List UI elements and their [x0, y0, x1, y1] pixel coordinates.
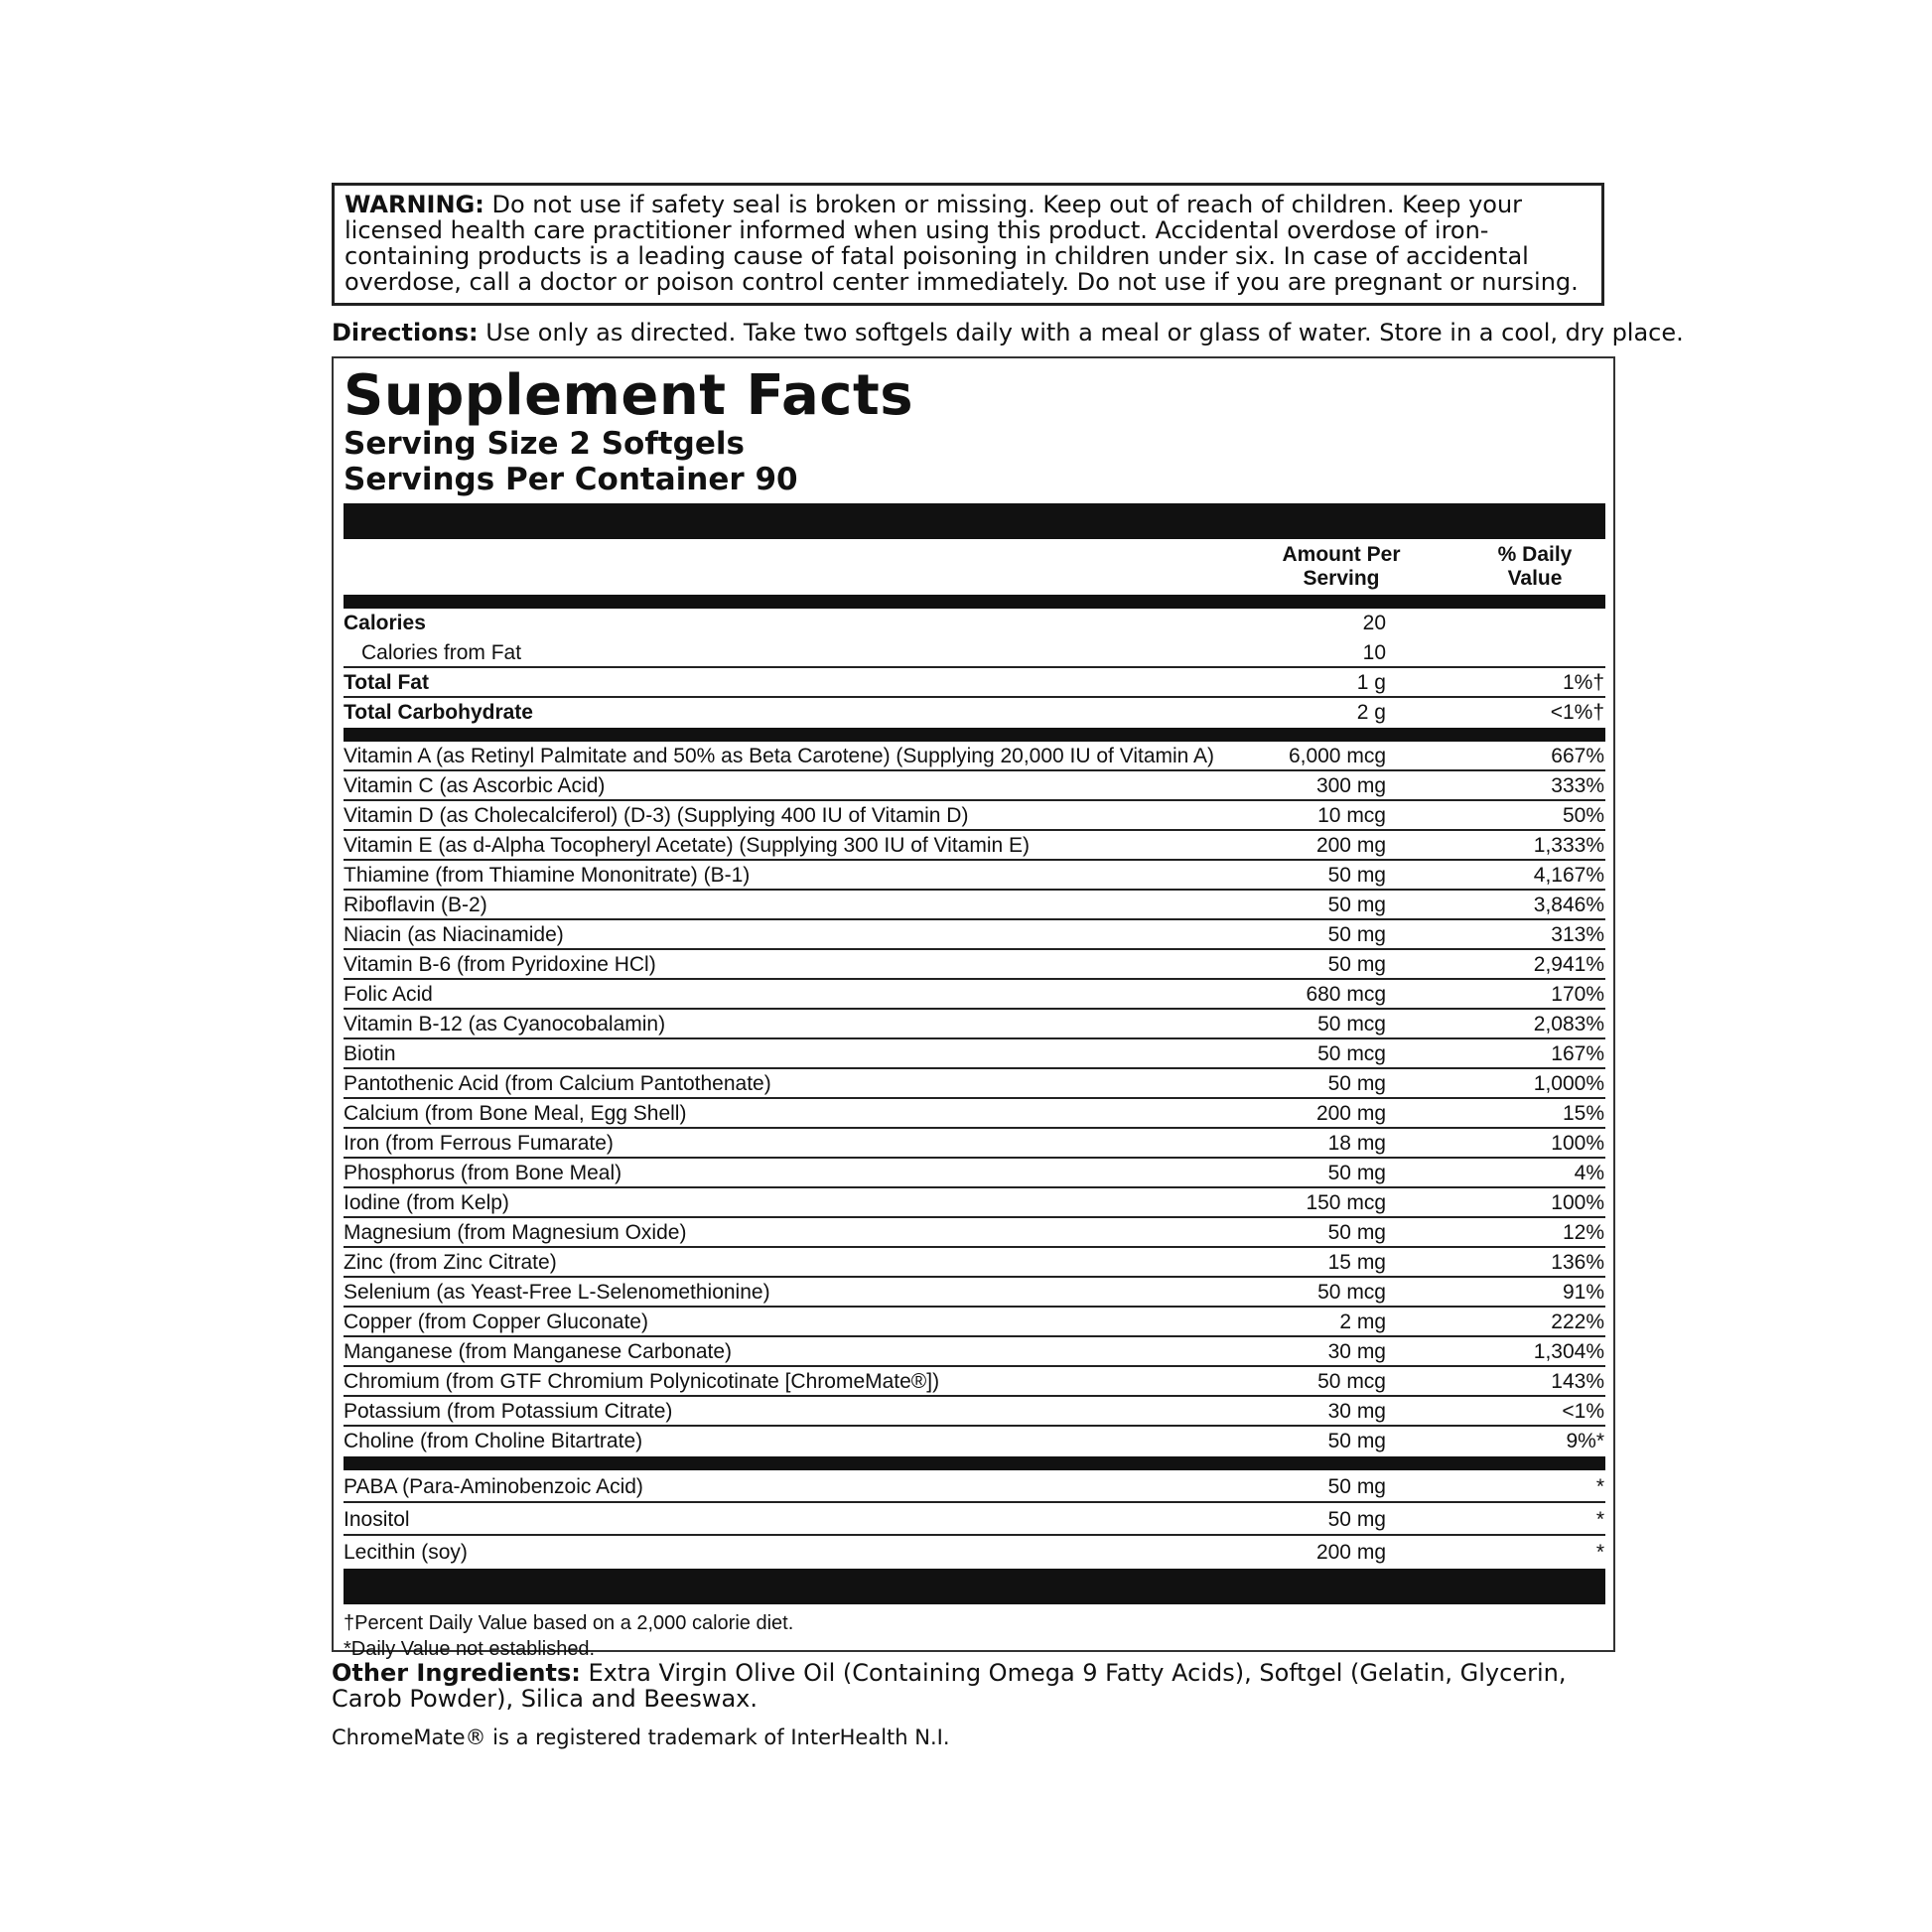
row-daily-value: 4% [1574, 1162, 1604, 1184]
row-daily-value: 1,304% [1533, 1340, 1604, 1363]
row-daily-value: 91% [1562, 1281, 1604, 1304]
row-name: Thiamine (from Thiamine Mononitrate) (B-1) [344, 864, 751, 887]
row-daily-value: 222% [1551, 1311, 1604, 1333]
divider-bar [344, 595, 1605, 609]
row-daily-value: 12% [1562, 1221, 1604, 1244]
row-amount: 200 mg [1315, 1102, 1386, 1125]
table-row [344, 920, 1605, 950]
row-name: Calcium (from Bone Meal, Egg Shell) [344, 1102, 687, 1125]
servings-per-container: Servings Per Container 90 [344, 462, 798, 497]
row-amount: 50 mg [1327, 953, 1386, 976]
warning-lead: WARNING: [345, 191, 484, 218]
row-name: Calories from Fat [361, 641, 522, 664]
table-row [344, 1129, 1605, 1159]
table-row [344, 1367, 1605, 1397]
row-amount: 300 mg [1315, 774, 1386, 797]
footnote-not-established: *Daily Value not established. [344, 1638, 596, 1660]
table-row [344, 1503, 1605, 1536]
row-name: Manganese (from Manganese Carbonate) [344, 1340, 733, 1363]
row-name: Iron (from Ferrous Fumarate) [344, 1132, 614, 1155]
table-row [344, 1218, 1605, 1248]
row-amount: 10 mcg [1317, 804, 1386, 827]
table-row [344, 950, 1605, 980]
row-name: Iodine (from Kelp) [344, 1191, 509, 1214]
table-row [344, 891, 1605, 920]
row-name: Inositol [344, 1508, 410, 1531]
table-row [344, 742, 1605, 771]
table-row [344, 1159, 1605, 1188]
row-daily-value: 50% [1562, 804, 1604, 827]
table-row [344, 1397, 1605, 1427]
row-daily-value: 170% [1551, 983, 1604, 1006]
table-row [344, 1470, 1605, 1503]
table-row [344, 771, 1605, 801]
row-name: Pantothenic Acid (from Calcium Pantothenate) [344, 1072, 771, 1095]
row-amount: 200 mg [1315, 834, 1386, 857]
row-amount: 200 mg [1315, 1541, 1386, 1564]
row-daily-value: * [1595, 1508, 1604, 1531]
row-daily-value: 667% [1551, 745, 1604, 767]
row-amount: 150 mcg [1306, 1191, 1386, 1214]
table-row [344, 1010, 1605, 1039]
table-row [344, 831, 1605, 861]
row-daily-value: 2,941% [1533, 953, 1604, 976]
row-amount: 1 g [1356, 671, 1386, 694]
row-amount: 50 mg [1327, 1072, 1386, 1095]
row-amount: 50 mg [1327, 1221, 1386, 1244]
nutrient-list [344, 742, 1605, 1456]
row-daily-value: 136% [1551, 1251, 1604, 1274]
header-daily-value: % Daily Value [1497, 543, 1573, 590]
table-row [344, 1308, 1605, 1337]
row-amount: 50 mcg [1317, 1281, 1386, 1304]
table-row [344, 1337, 1605, 1367]
table-row [344, 861, 1605, 891]
table-row [344, 1039, 1605, 1069]
row-name: Niacin (as Niacinamide) [344, 923, 564, 946]
row-daily-value: 9%* [1566, 1430, 1604, 1452]
header-amount: Amount Per Serving [1282, 543, 1401, 590]
directions [332, 318, 1684, 347]
row-amount: 680 mcg [1306, 983, 1386, 1006]
row-amount: 30 mg [1327, 1400, 1386, 1423]
table-row-calories [344, 609, 1605, 638]
row-daily-value: 3,846% [1533, 894, 1604, 916]
row-daily-value: 1%† [1562, 671, 1604, 694]
warning-text: Do not use if safety seal is broken or missing. Keep out of reach of children. Keep your licensed health care practitioner informed when using this product. Accidental overdose of iron-containing products is a leading cause of fatal poisoning in children under six. In case of accidental overdose, call a doctor or poison control center immediately. Do not use if you are pregnant or nursing. [345, 191, 1579, 296]
row-daily-value: 143% [1551, 1370, 1604, 1393]
row-name: Selenium (as Yeast-Free L-Selenomethionine) [344, 1281, 770, 1304]
other-ingredients [332, 1660, 1622, 1712]
footnote-daily-value: †Percent Daily Value based on a 2,000 calorie diet. [344, 1612, 794, 1634]
warning-box [332, 183, 1604, 306]
row-name: Vitamin A (as Retinyl Palmitate and 50% as Beta Carotene) (Supplying 20,000 IU of Vitamin A) [344, 745, 1215, 767]
row-amount: 50 mg [1327, 923, 1386, 946]
row-amount: 50 mcg [1317, 1013, 1386, 1035]
other-ingredients-text: Extra Virgin Olive Oil (Containing Omega 9 Fatty Acids), Softgel (Gelatin, Glycerin, Carob Powder), Silica and Beeswax. [332, 1659, 1567, 1713]
divider-bar [344, 728, 1605, 742]
row-name: Riboflavin (B-2) [344, 894, 487, 916]
row-amount: 50 mcg [1317, 1042, 1386, 1065]
row-name: Vitamin B-6 (from Pyridoxine HCl) [344, 953, 656, 976]
table-row [344, 1248, 1605, 1278]
trademark-note: ChromeMate® is a registered trademark of InterHealth N.I. [332, 1725, 950, 1749]
row-daily-value: 100% [1551, 1132, 1604, 1155]
row-daily-value: 313% [1551, 923, 1604, 946]
row-name: Folic Acid [344, 983, 433, 1006]
row-daily-value: 167% [1551, 1042, 1604, 1065]
other-ingredients-lead: Other Ingredients: [332, 1659, 581, 1687]
row-name: Vitamin D (as Cholecalciferol) (D-3) (Supplying 400 IU of Vitamin D) [344, 804, 969, 827]
row-name: Calories [344, 612, 426, 634]
row-amount: 15 mg [1327, 1251, 1386, 1274]
row-amount: 50 mg [1327, 1475, 1386, 1498]
table-row [344, 801, 1605, 831]
divider-bar [344, 503, 1605, 539]
row-name: Vitamin B-12 (as Cyanocobalamin) [344, 1013, 666, 1035]
row-amount: 50 mg [1327, 864, 1386, 887]
table-row [344, 1188, 1605, 1218]
table-row [344, 1278, 1605, 1308]
directions-text: Use only as directed. Take two softgels daily with a meal or glass of water. Store in a cool, dry place. [485, 319, 1684, 346]
table-row [344, 1099, 1605, 1129]
table-row [344, 980, 1605, 1010]
row-amount: 6,000 mcg [1288, 745, 1386, 767]
row-daily-value: 100% [1551, 1191, 1604, 1214]
table-row-calories-from-fat [344, 638, 1605, 668]
row-name: Magnesium (from Magnesium Oxide) [344, 1221, 687, 1244]
table-row [344, 1427, 1605, 1456]
row-amount: 2 mg [1339, 1311, 1386, 1333]
column-header [344, 539, 1605, 595]
serving-size: Serving Size 2 Softgels [344, 426, 745, 462]
table-row [344, 1536, 1605, 1569]
row-amount: 30 mg [1327, 1340, 1386, 1363]
facts-title: Supplement Facts [344, 363, 914, 428]
directions-lead: Directions: [332, 319, 479, 346]
row-name: Lecithin (soy) [344, 1541, 468, 1564]
supplement-facts-panel [332, 356, 1615, 1660]
row-name: Vitamin E (as d-Alpha Tocopheryl Acetate) (Supplying 300 IU of Vitamin E) [344, 834, 1031, 857]
row-name: Chromium (from GTF Chromium Polynicotinate [ChromeMate®]) [344, 1370, 940, 1393]
row-name: PABA (Para-Aminobenzoic Acid) [344, 1475, 643, 1498]
row-amount: 50 mg [1327, 894, 1386, 916]
row-daily-value: <1% [1562, 1400, 1604, 1423]
row-amount: 50 mg [1327, 1430, 1386, 1452]
row-amount: 10 [1362, 641, 1386, 664]
row-amount: 20 [1362, 612, 1386, 634]
row-amount: 50 mcg [1317, 1370, 1386, 1393]
row-daily-value: 2,083% [1533, 1013, 1604, 1035]
row-name: Vitamin C (as Ascorbic Acid) [344, 774, 606, 797]
row-name: Copper (from Copper Gluconate) [344, 1311, 648, 1333]
row-amount: 18 mg [1327, 1132, 1386, 1155]
row-daily-value: 1,000% [1533, 1072, 1604, 1095]
row-daily-value: <1%† [1550, 701, 1604, 724]
row-name: Choline (from Choline Bitartrate) [344, 1430, 643, 1452]
footnotes [344, 1610, 1605, 1662]
table-row-total-carbohydrate [344, 698, 1605, 728]
row-name: Potassium (from Potassium Citrate) [344, 1400, 673, 1423]
divider-bar [344, 1456, 1605, 1470]
row-amount: 50 mg [1327, 1162, 1386, 1184]
row-name: Zinc (from Zinc Citrate) [344, 1251, 557, 1274]
row-daily-value: 4,167% [1533, 864, 1604, 887]
row-daily-value: 15% [1562, 1102, 1604, 1125]
row-daily-value: 333% [1551, 774, 1604, 797]
row-name: Total Fat [344, 671, 429, 694]
row-name: Phosphorus (from Bone Meal) [344, 1162, 622, 1184]
row-amount: 2 g [1356, 701, 1386, 724]
row-daily-value: * [1595, 1475, 1604, 1498]
table-row-total-fat [344, 668, 1605, 698]
row-daily-value: * [1595, 1541, 1604, 1564]
other-nutrient-list [344, 1470, 1605, 1569]
table-row [344, 1069, 1605, 1099]
row-amount: 50 mg [1327, 1508, 1386, 1531]
row-daily-value: 1,333% [1533, 834, 1604, 857]
row-name: Total Carbohydrate [344, 701, 533, 724]
divider-bar [344, 1569, 1605, 1604]
row-name: Biotin [344, 1042, 396, 1065]
